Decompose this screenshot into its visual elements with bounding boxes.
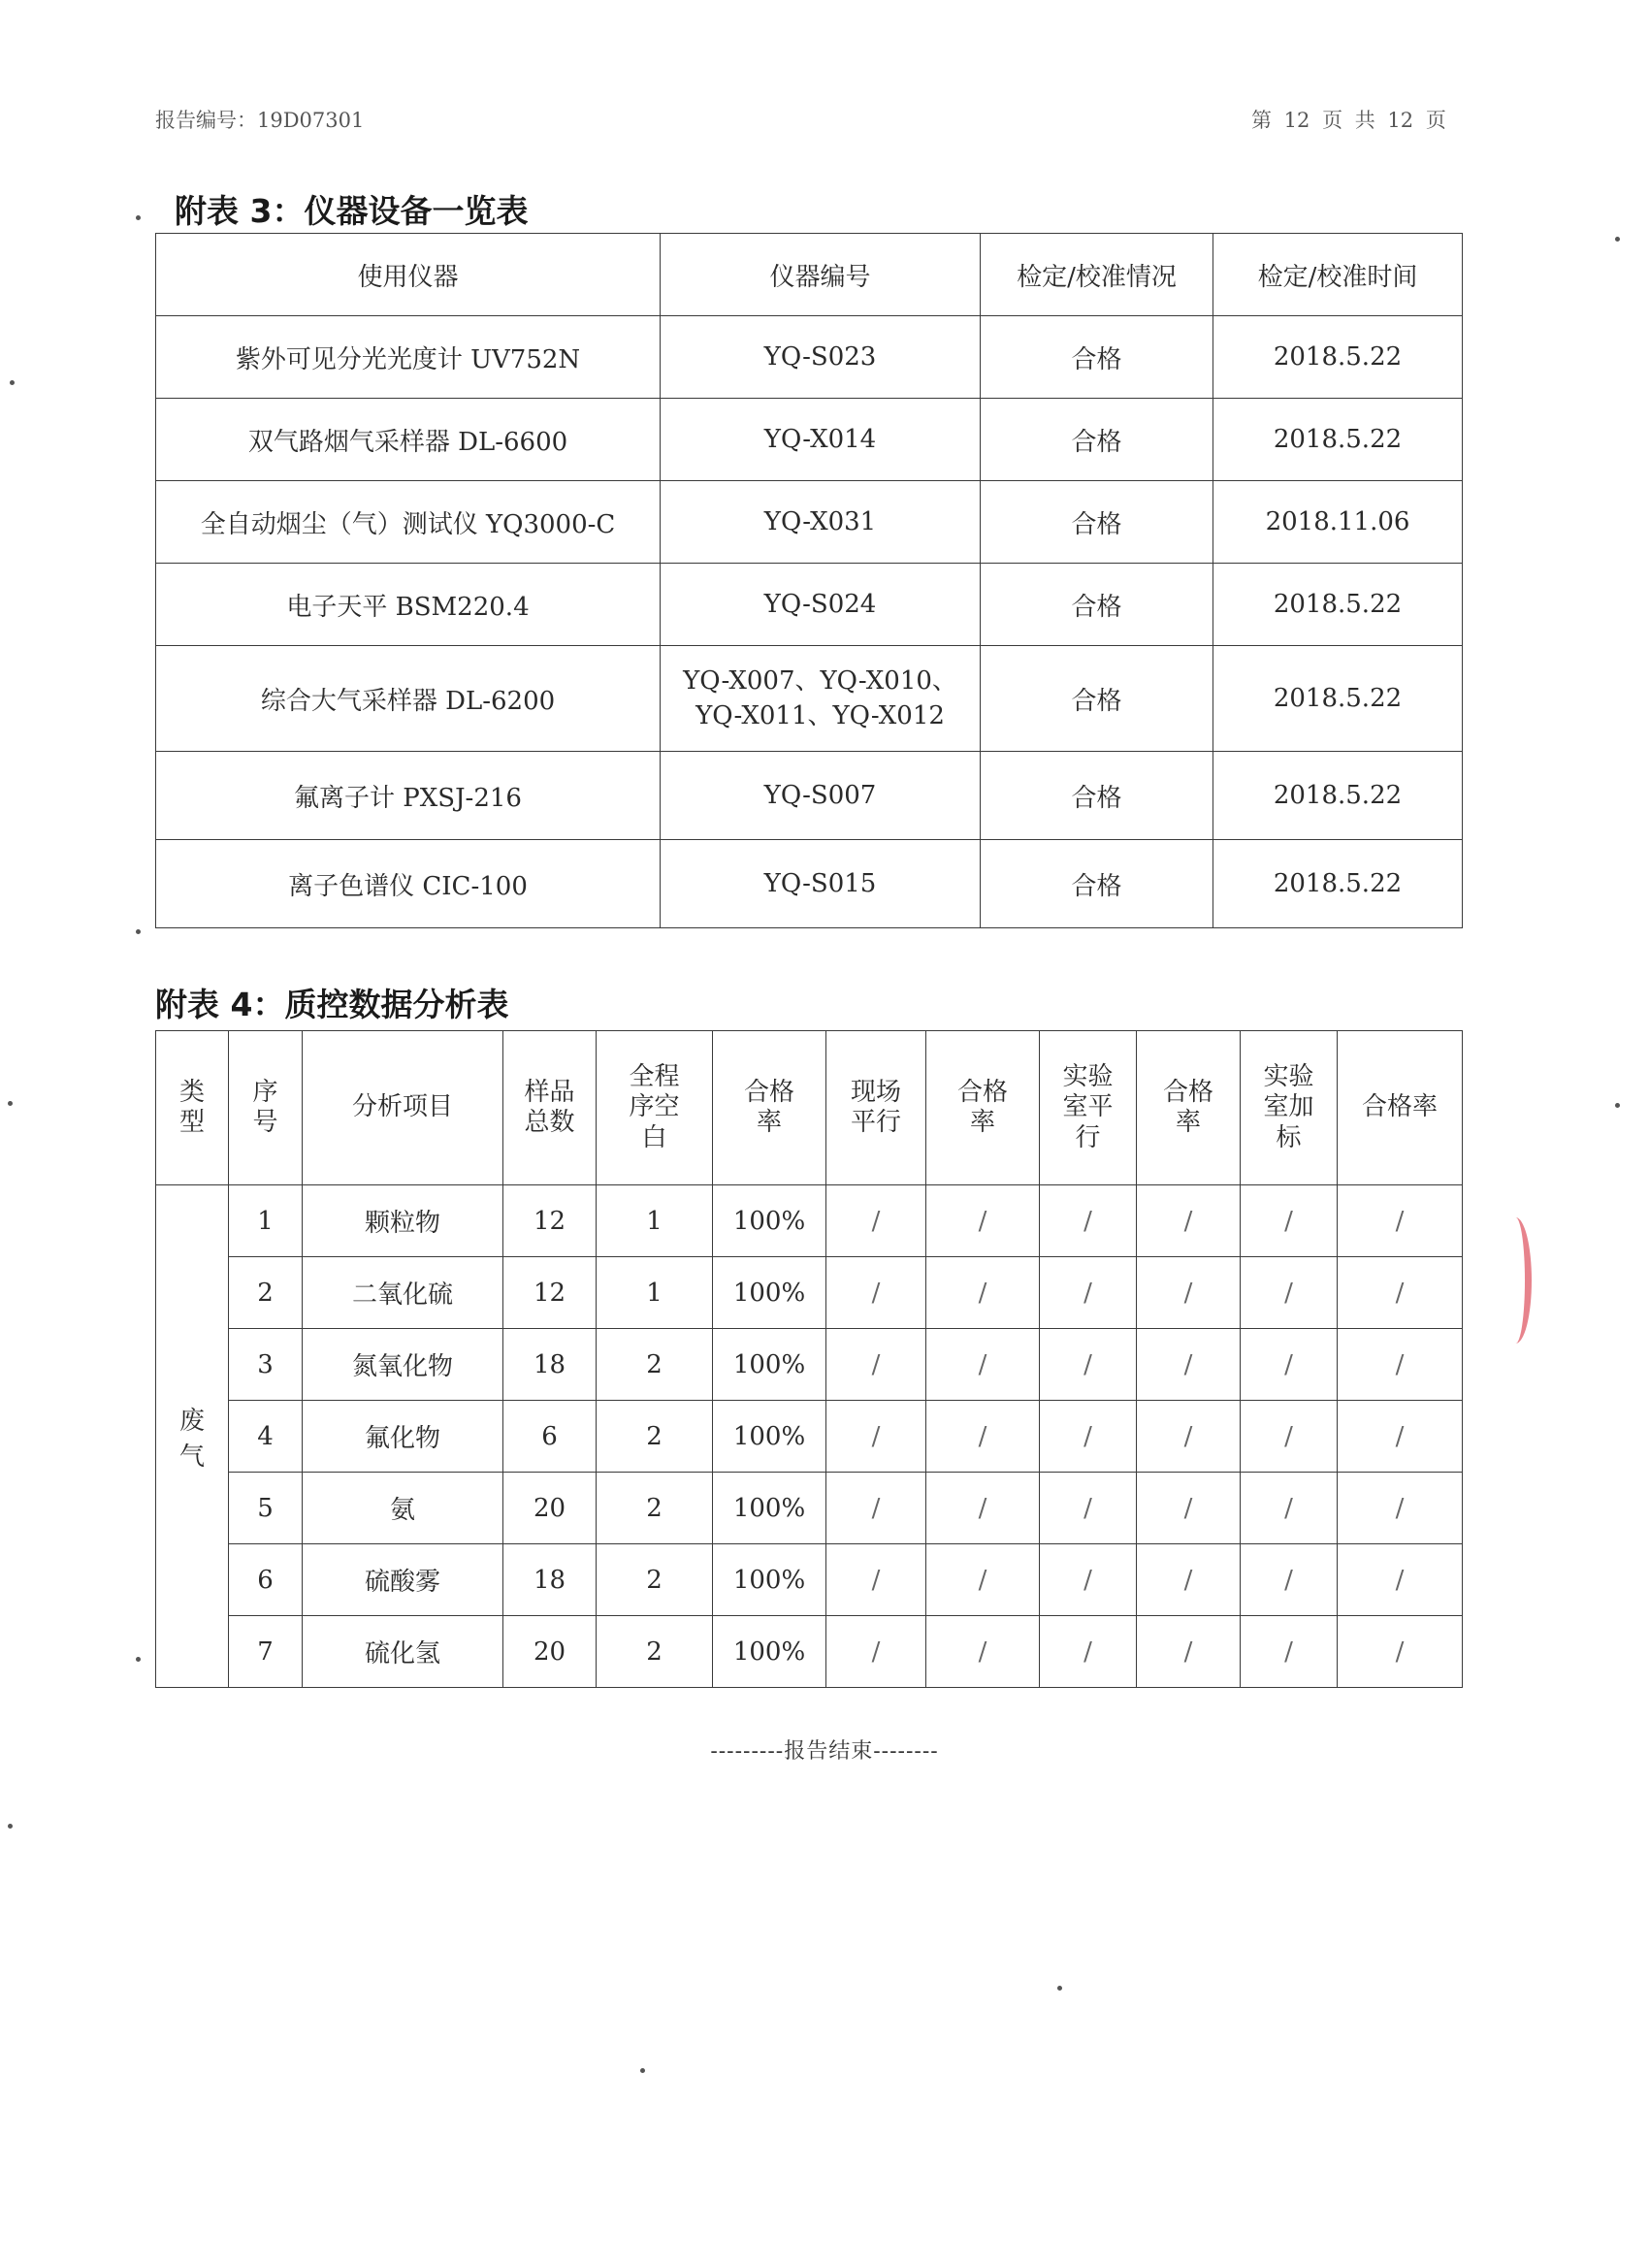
calibration-date: 2018.5.22 — [1213, 564, 1463, 646]
pass-rate: / — [1137, 1616, 1241, 1688]
lab-parallel: / — [1040, 1329, 1137, 1401]
calibration-status: 合格 — [981, 646, 1213, 752]
analysis-item: 氟化物 — [303, 1401, 503, 1473]
pass-rate: / — [1137, 1329, 1241, 1401]
lab-spike: / — [1241, 1329, 1338, 1401]
scan-speck — [640, 2068, 645, 2073]
header-cell: 样品总数 — [503, 1031, 597, 1185]
field-parallel: / — [826, 1616, 926, 1688]
scan-speck — [8, 1824, 13, 1829]
pass-rate: 100% — [713, 1185, 826, 1257]
sample-total: 20 — [503, 1473, 597, 1544]
calibration-date: 2018.11.06 — [1213, 481, 1463, 564]
pass-rate: 100% — [713, 1544, 826, 1616]
instrument-name: 双气路烟气采样器 DL-6600 — [156, 399, 661, 481]
report-number: 报告编号：19D07301 — [155, 109, 365, 132]
pass-rate: / — [926, 1257, 1040, 1329]
instrument-name: 紫外可见分光光度计 UV752N — [156, 316, 661, 399]
row-number: 7 — [229, 1616, 303, 1688]
instrument-name: 综合大气采样器 DL-6200 — [156, 646, 661, 752]
analysis-item: 氨 — [303, 1473, 503, 1544]
table-row — [156, 399, 1463, 481]
field-parallel: / — [826, 1544, 926, 1616]
report-end-marker: ---------报告结束-------- — [710, 1739, 939, 1764]
scan-speck — [8, 1101, 13, 1106]
calibration-status: 合格 — [981, 564, 1213, 646]
header-cell: 使用仪器 — [156, 234, 661, 316]
field-parallel: / — [826, 1185, 926, 1257]
analysis-item: 硫化氢 — [303, 1616, 503, 1688]
pass-rate: / — [1338, 1257, 1463, 1329]
table-row — [156, 1544, 1463, 1616]
instrument-name: 离子色谱仪 CIC-100 — [156, 840, 661, 928]
instrument-id: YQ-S024 — [661, 564, 981, 646]
calibration-status: 合格 — [981, 840, 1213, 928]
pass-rate: / — [1137, 1185, 1241, 1257]
table4-title: 附表 4：质控数据分析表 — [155, 986, 509, 1023]
blank-count: 2 — [597, 1616, 713, 1688]
pass-rate: 100% — [713, 1616, 826, 1688]
table-row — [156, 752, 1463, 840]
scan-speck — [136, 1657, 141, 1662]
row-number: 6 — [229, 1544, 303, 1616]
equipment-table — [155, 233, 1463, 928]
analysis-item: 二氧化硫 — [303, 1257, 503, 1329]
pass-rate: / — [1137, 1257, 1241, 1329]
table-row — [156, 1401, 1463, 1473]
table-row — [156, 1329, 1463, 1401]
field-parallel: / — [826, 1473, 926, 1544]
instrument-id: YQ-X031 — [661, 481, 981, 564]
instrument-id: YQ-X014 — [661, 399, 981, 481]
instrument-name: 电子天平 BSM220.4 — [156, 564, 661, 646]
table-row — [156, 1473, 1463, 1544]
table-row — [156, 1616, 1463, 1688]
blank-count: 1 — [597, 1185, 713, 1257]
pass-rate: / — [1338, 1185, 1463, 1257]
lab-spike: / — [1241, 1185, 1338, 1257]
calibration-status: 合格 — [981, 481, 1213, 564]
category-cell: 废气 — [156, 1185, 229, 1688]
lab-spike: / — [1241, 1616, 1338, 1688]
field-parallel: / — [826, 1329, 926, 1401]
lab-parallel: / — [1040, 1185, 1137, 1257]
table-row — [156, 1185, 1463, 1257]
table-row — [156, 646, 1463, 752]
scan-speck — [136, 929, 141, 934]
lab-parallel: / — [1040, 1616, 1137, 1688]
scan-speck — [10, 380, 15, 385]
calibration-date: 2018.5.22 — [1213, 399, 1463, 481]
pass-rate: 100% — [713, 1329, 826, 1401]
table3-title: 附表 3：仪器设备一览表 — [175, 192, 529, 230]
sample-total: 20 — [503, 1616, 597, 1688]
table-row — [156, 1257, 1463, 1329]
qc-table — [155, 1030, 1463, 1688]
calibration-status: 合格 — [981, 752, 1213, 840]
header-cell: 全程序空白 — [597, 1031, 713, 1185]
sample-total: 18 — [503, 1329, 597, 1401]
blank-count: 1 — [597, 1257, 713, 1329]
field-parallel: / — [826, 1401, 926, 1473]
pass-rate: / — [1338, 1616, 1463, 1688]
row-number: 2 — [229, 1257, 303, 1329]
qc-table-header — [156, 1031, 1463, 1185]
row-number: 5 — [229, 1473, 303, 1544]
equipment-table-header — [156, 234, 1463, 316]
lab-spike: / — [1241, 1544, 1338, 1616]
pass-rate: / — [1338, 1544, 1463, 1616]
blank-count: 2 — [597, 1473, 713, 1544]
calibration-date: 2018.5.22 — [1213, 316, 1463, 399]
header-cell: 分析项目 — [303, 1031, 503, 1185]
header-cell: 类型 — [156, 1031, 229, 1185]
header-cell: 实验室平行 — [1040, 1031, 1137, 1185]
lab-spike: / — [1241, 1473, 1338, 1544]
sample-total: 18 — [503, 1544, 597, 1616]
row-number: 1 — [229, 1185, 303, 1257]
row-number: 4 — [229, 1401, 303, 1473]
lab-parallel: / — [1040, 1401, 1137, 1473]
field-parallel: / — [826, 1257, 926, 1329]
page-info: 第 12 页 共 12 页 — [1251, 109, 1446, 132]
sample-total: 12 — [503, 1257, 597, 1329]
scan-speck — [136, 215, 141, 220]
instrument-name: 氟离子计 PXSJ-216 — [156, 752, 661, 840]
instrument-id: YQ-S015 — [661, 840, 981, 928]
lab-spike: / — [1241, 1257, 1338, 1329]
pass-rate: / — [1137, 1473, 1241, 1544]
pass-rate: / — [926, 1473, 1040, 1544]
lab-parallel: / — [1040, 1473, 1137, 1544]
header-cell: 合格率 — [1338, 1031, 1463, 1185]
analysis-item: 硫酸雾 — [303, 1544, 503, 1616]
table-row — [156, 840, 1463, 928]
pass-rate: / — [926, 1185, 1040, 1257]
pass-rate: / — [926, 1616, 1040, 1688]
pass-rate: / — [1338, 1401, 1463, 1473]
lab-parallel: / — [1040, 1544, 1137, 1616]
scan-speck — [1615, 1103, 1620, 1108]
sample-total: 12 — [503, 1185, 597, 1257]
table-row — [156, 316, 1463, 399]
calibration-date: 2018.5.22 — [1213, 840, 1463, 928]
pass-rate: / — [1137, 1401, 1241, 1473]
header-cell: 实验室加标 — [1241, 1031, 1338, 1185]
pass-rate: 100% — [713, 1401, 826, 1473]
header-cell: 仪器编号 — [661, 234, 981, 316]
header-cell: 合格率 — [926, 1031, 1040, 1185]
header-cell: 检定/校准情况 — [981, 234, 1213, 316]
instrument-id: YQ-S023 — [661, 316, 981, 399]
pass-rate: / — [1137, 1544, 1241, 1616]
row-number: 3 — [229, 1329, 303, 1401]
blank-count: 2 — [597, 1329, 713, 1401]
instrument-id: YQ-S007 — [661, 752, 981, 840]
instrument-id: YQ-X007、YQ-X010、YQ-X011、YQ-X012 — [661, 646, 981, 752]
pass-rate: / — [926, 1329, 1040, 1401]
table-row — [156, 564, 1463, 646]
pass-rate: / — [926, 1401, 1040, 1473]
header-cell: 合格率 — [1137, 1031, 1241, 1185]
calibration-status: 合格 — [981, 399, 1213, 481]
pass-rate: / — [926, 1544, 1040, 1616]
analysis-item: 颗粒物 — [303, 1185, 503, 1257]
lab-parallel: / — [1040, 1257, 1137, 1329]
analysis-item: 氮氧化物 — [303, 1329, 503, 1401]
scan-speck — [1615, 237, 1620, 242]
blank-count: 2 — [597, 1544, 713, 1616]
header-cell: 序号 — [229, 1031, 303, 1185]
lab-spike: / — [1241, 1401, 1338, 1473]
pass-rate: 100% — [713, 1473, 826, 1544]
header-cell: 合格率 — [713, 1031, 826, 1185]
header-cell: 检定/校准时间 — [1213, 234, 1463, 316]
scan-speck — [1057, 1986, 1062, 1991]
blank-count: 2 — [597, 1401, 713, 1473]
red-stamp-fragment — [1500, 1217, 1532, 1344]
calibration-date: 2018.5.22 — [1213, 752, 1463, 840]
sample-total: 6 — [503, 1401, 597, 1473]
instrument-name: 全自动烟尘（气）测试仪 YQ3000-C — [156, 481, 661, 564]
table-row — [156, 481, 1463, 564]
calibration-status: 合格 — [981, 316, 1213, 399]
calibration-date: 2018.5.22 — [1213, 646, 1463, 752]
pass-rate: 100% — [713, 1257, 826, 1329]
pass-rate: / — [1338, 1473, 1463, 1544]
pass-rate: / — [1338, 1329, 1463, 1401]
header-cell: 现场平行 — [826, 1031, 926, 1185]
